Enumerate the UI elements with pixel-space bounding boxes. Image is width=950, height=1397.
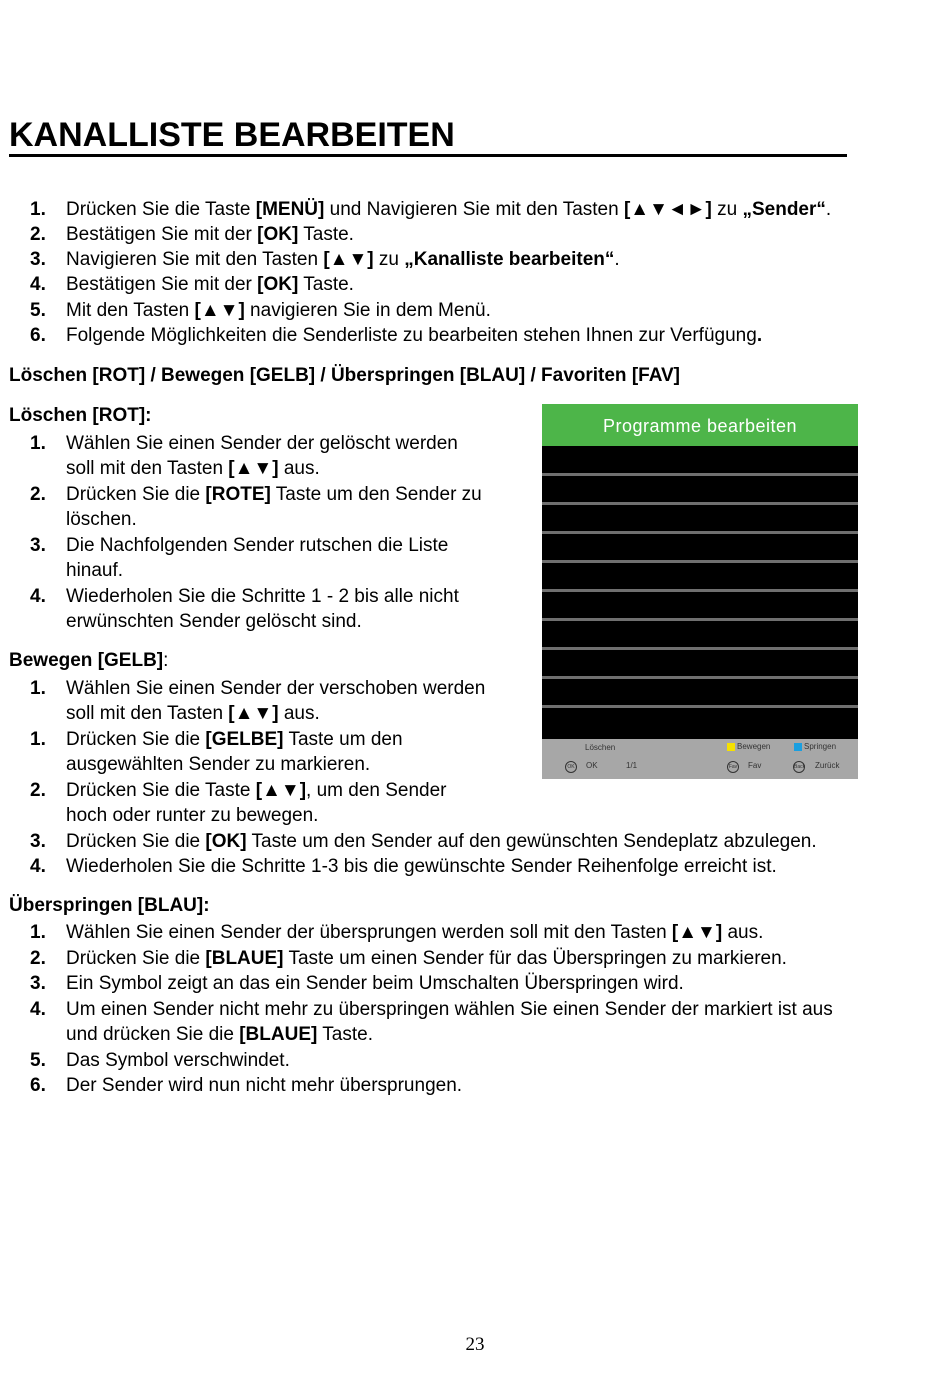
tv-channel-row [542,679,858,708]
tv-ok-label: OK [586,761,598,770]
tv-channel-row [542,708,858,739]
summary-heading: Löschen [ROT] / Bewegen [GELB] / Überspringen [BLAU] / Favoriten [FAV] [9,365,681,386]
tv-channel-row [542,476,858,505]
tv-channel-row [542,447,858,476]
tv-channel-row [542,534,858,563]
tv-footer [542,739,858,779]
tv-back-label: Zurück [815,761,840,770]
tv-move-legend: Bewegen [727,742,770,751]
fav-key-icon: Fav [727,761,739,773]
blue-key-icon [794,743,802,751]
skip-heading: Überspringen [BLAU]: [9,895,210,916]
delete-heading: Löschen [ROT]: [9,405,152,426]
tv-page-indicator: 1/1 [626,761,638,770]
title-underline [9,154,847,157]
tv-skip-legend: Springen [794,742,836,751]
back-key-icon: Back [793,761,805,773]
page-title: KANALLISTE BEARBEITEN [9,116,455,154]
tv-screen-image [542,404,858,779]
page-number: 23 [465,1334,485,1355]
tv-channel-row [542,621,858,650]
tv-header: Programme bearbeiten [542,404,858,446]
ok-key-icon: OK [565,761,577,773]
tv-fav-label: Fav [748,761,762,770]
tv-channel-row [542,592,858,621]
yellow-key-icon [727,743,735,751]
move-heading: Bewegen [GELB]: [9,650,169,671]
tv-channel-row [542,505,858,534]
tv-channel-row [542,650,858,679]
tv-channel-row [542,563,858,592]
tv-delete-label: Löschen [585,743,616,752]
